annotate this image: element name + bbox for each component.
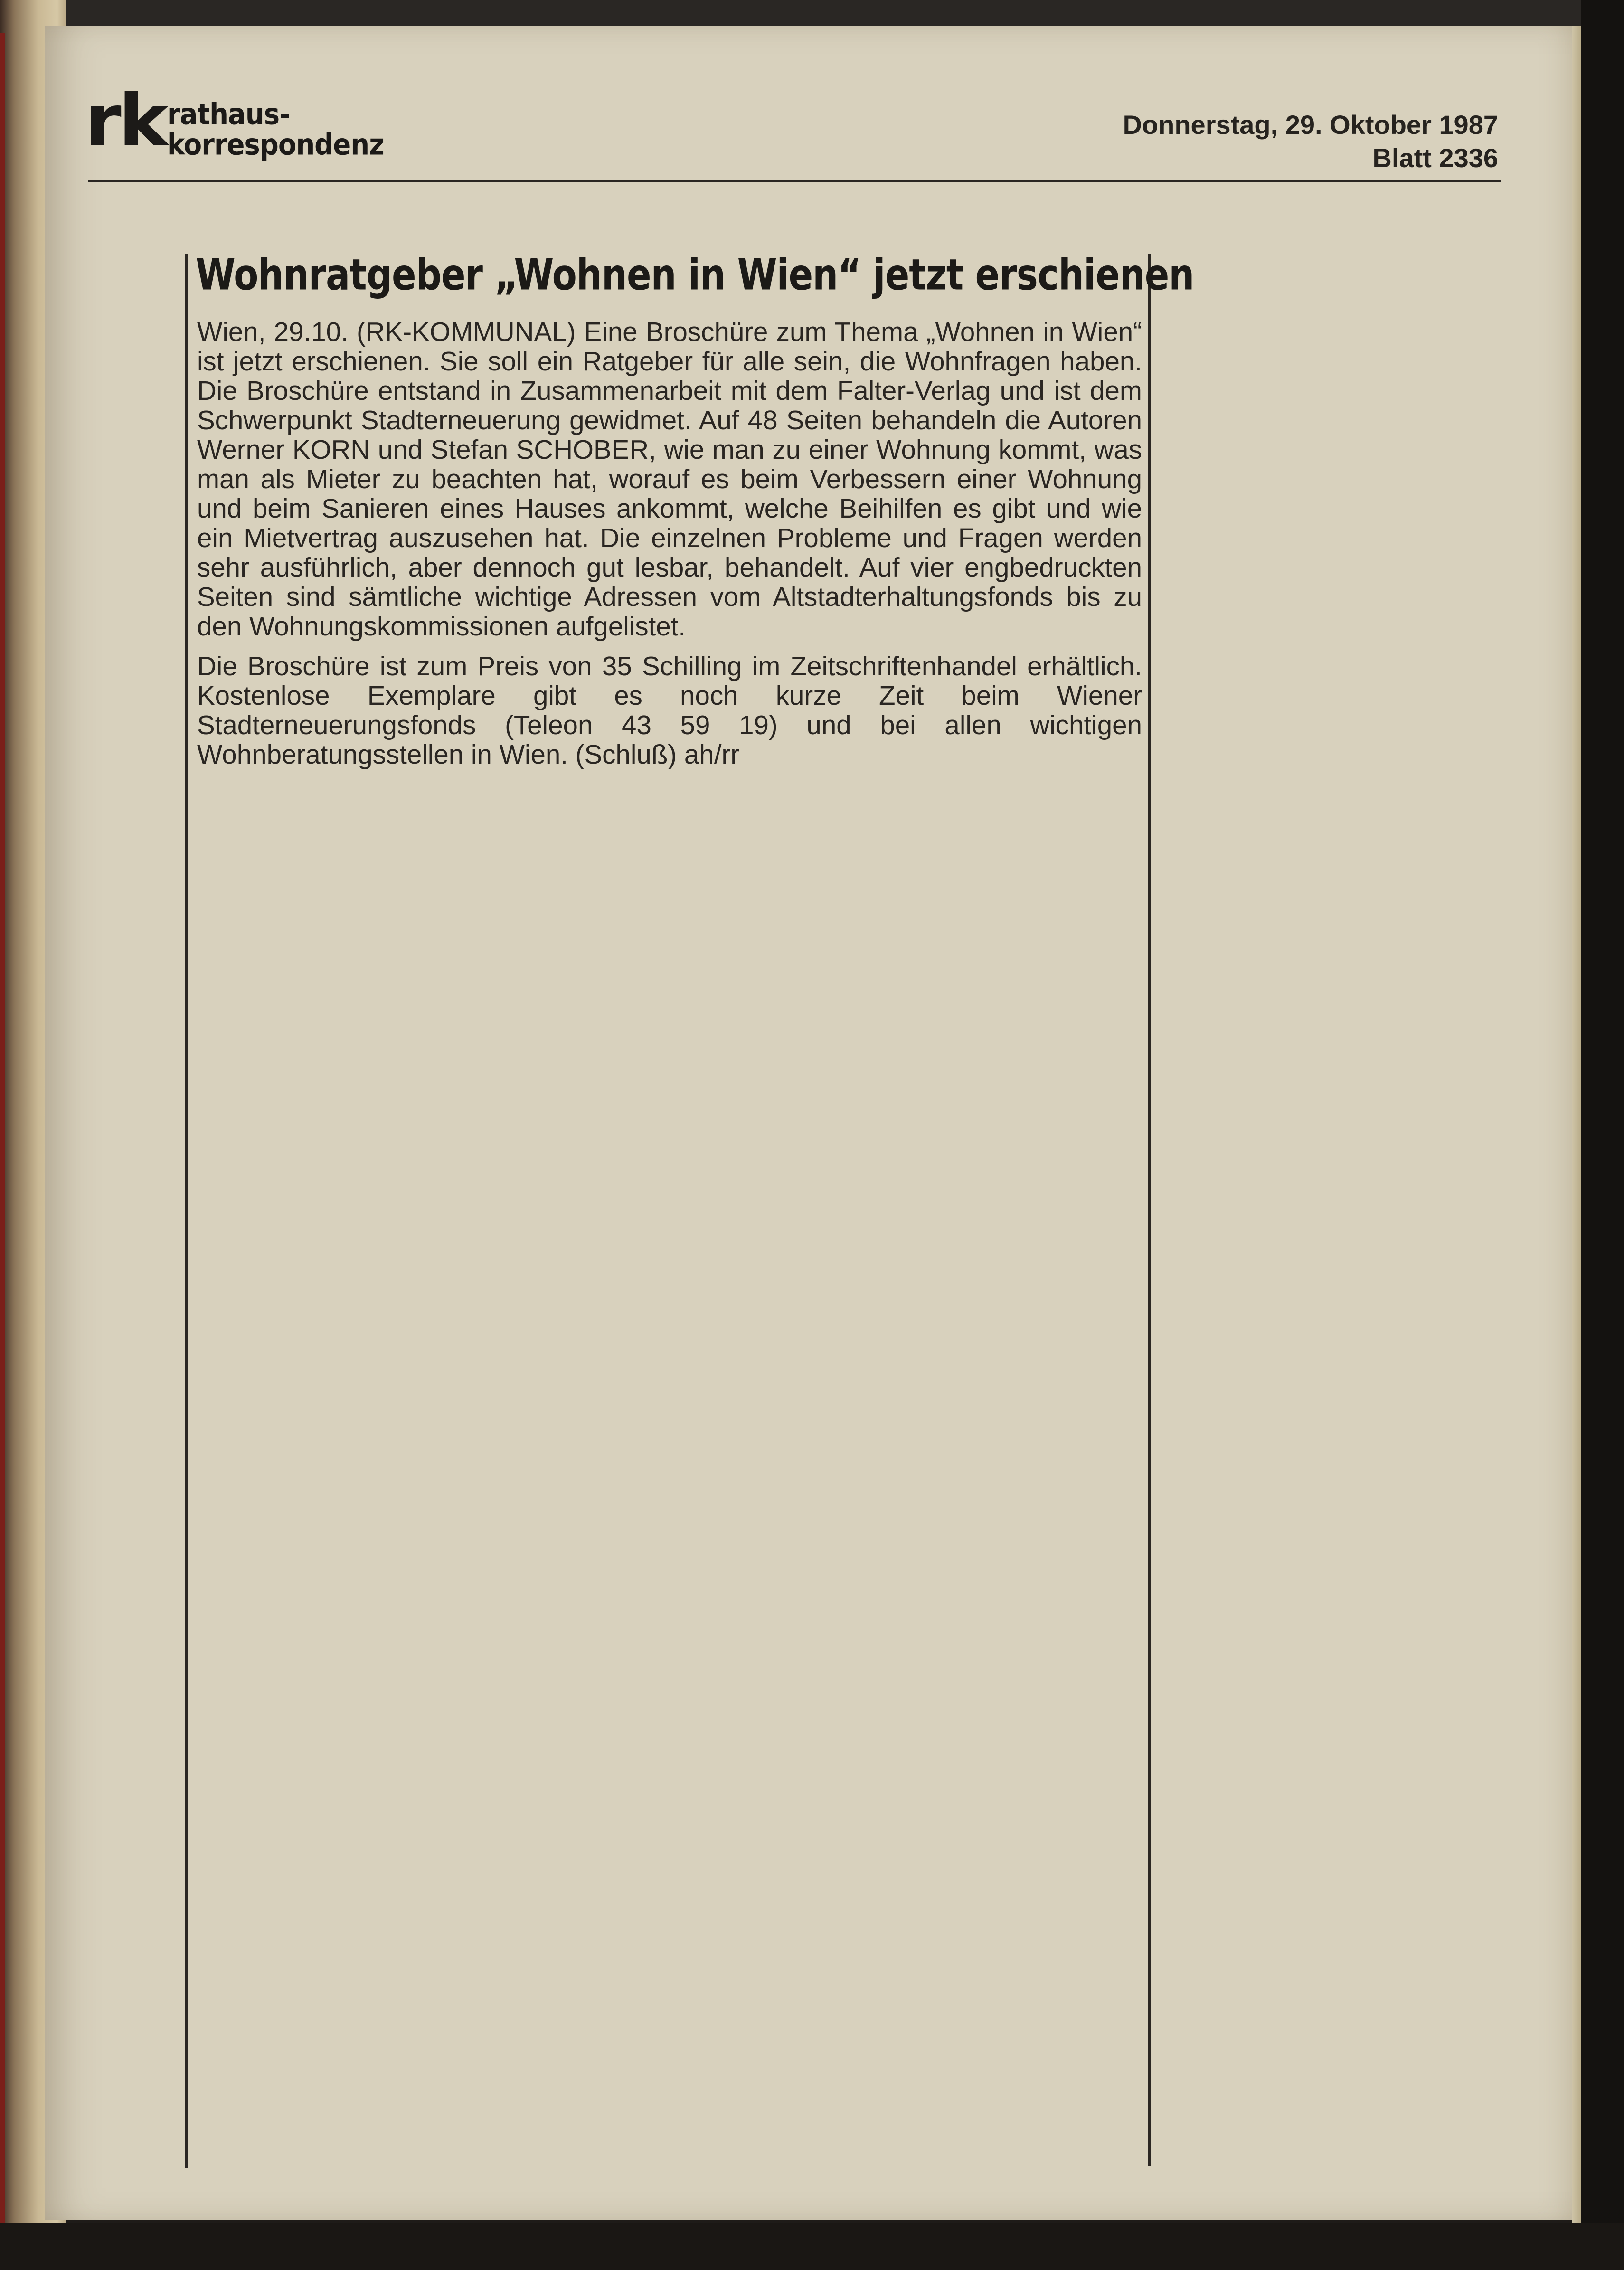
- article-headline: Wohnratgeber „Wohnen in Wien“ jetzt erschienen: [196, 249, 1194, 300]
- scanner-background-right: [1581, 0, 1624, 2270]
- page-stack-edge: [1572, 26, 1581, 2223]
- binding-edge: [0, 33, 5, 2227]
- article-paragraph-2: Die Broschüre ist zum Preis von 35 Schilling im Zeitschriftenhandel erhältlich. Kostenlose Exemplare gibt es noch kurze Zeit beim Wiener Stadterneuerungsfonds (Teleon 43 59 19) und bei allen wichtigen Wohnberatungsstellen in Wien. (Schluß) ah/rr: [197, 651, 1142, 769]
- issue-date: Donnerstag, 29. Oktober 1987: [1123, 110, 1498, 140]
- article-paragraph-1: Wien, 29.10. (RK-KOMMUNAL) Eine Broschüre zum Thema „Wohnen in Wien“ ist jetzt erschienen. Sie soll ein Ratgeber für alle sein, die Wohnfragen haben. Die Broschüre entstand in Zusammenarbeit mit dem Falter-Verlag und ist dem Schwerpunkt Stadterneuerung gewidmet. Auf 48 Seiten behandeln die Autoren Werner KORN und Stefan SCHOBER, wie man zu einer Wohnung kommt, was man als Mieter zu beachten hat, worauf es beim Verbessern einer Wohnung und beim Sanieren eines Hauses ankommt, welche Beihilfen es gibt und wie ein Mietvertrag auszusehen hat. Die einzelnen Probleme und Fragen werden sehr ausführlich, aber dennoch gut lesbar, behandelt. Auf vier engbedruckten Seiten sind sämtliche wichtige Adressen vom Altstadterhaltungsfonds bis zu den Wohnungskommissionen aufgelistet.: [197, 317, 1142, 641]
- article-frame-right-rule: [1148, 254, 1151, 2166]
- scanner-background-bottom: [0, 2223, 1624, 2270]
- article-body: [197, 317, 1142, 769]
- logo-line-1: rathaus-: [167, 97, 290, 132]
- sheet-number: Blatt 2336: [1372, 143, 1498, 173]
- header-rule: [88, 180, 1501, 182]
- rk-logo-wordmark: [167, 97, 384, 162]
- article-frame-left-rule: [185, 254, 188, 2168]
- scanner-background-top: [0, 0, 1624, 28]
- rk-logo-mark: rk: [85, 80, 165, 162]
- logo-line-2: korrespondenz: [167, 128, 384, 162]
- issue-info: [1123, 108, 1498, 175]
